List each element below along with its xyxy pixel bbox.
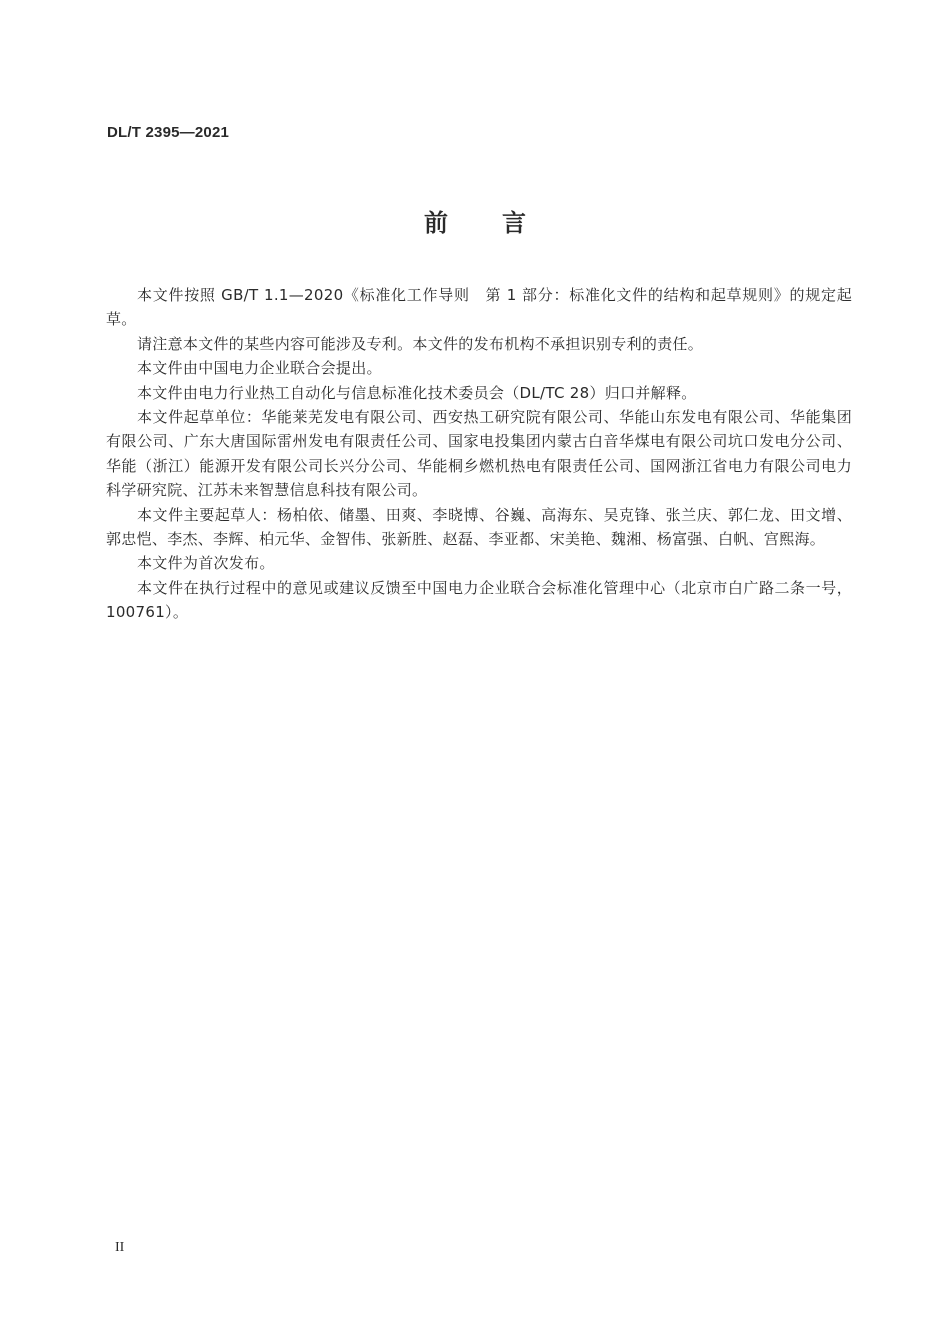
paragraph-feedback: 本文件在执行过程中的意见或建议反馈至中国电力企业联合会标准化管理中心（北京市白广路二条一号，100761）。 [106,578,852,622]
page-title: 前言 [424,209,580,237]
standard-code: DL/T 2395—2021 [107,124,230,141]
paragraph-drafters: 本文件主要起草人：杨柏依、储墨、田爽、李晓博、谷巍、高海东、吴克锋、张兰庆、郭仁龙、田文增、郭忠恺、李杰、李辉、柏元华、金智伟、张新胜、赵磊、李亚都、宋美艳、魏湘、杨富强、白帆、宫熙海。 [106,505,852,549]
foreword-body [106,283,852,625]
paragraph-drafting-rules: 本文件按照 GB/T 1.1—2020《标准化工作导则 第 1 部分：标准化文件的结构和起草规则》的规定起草。 [106,286,852,329]
paragraph-patent-notice: 请注意本文件的某些内容可能涉及专利。本文件的发布机构不承担识别专利的责任。 [137,334,704,353]
paragraph-first-release: 本文件为首次发布。 [137,554,275,573]
page-number: II [115,1240,125,1255]
paragraph-drafting-units: 本文件起草单位：华能莱芜发电有限公司、西安热工研究院有限公司、华能山东发电有限公司、华能集团有限公司、广东大唐国际雷州发电有限责任公司、国家电投集团内蒙古白音华煤电有限公司坑口发电分公司、华能（浙江）能源开发有限公司长兴分公司、华能桐乡燃机热电有限责任公司、国网浙江省电力有限公司电力科学研究院、江苏未来智慧信息科技有限公司。 [106,408,852,500]
paragraph-committee: 本文件由电力行业热工自动化与信息标准化技术委员会（DL/TC 28）归口并解释。 [137,383,697,402]
paragraph-proposer: 本文件由中国电力企业联合会提出。 [137,359,382,378]
